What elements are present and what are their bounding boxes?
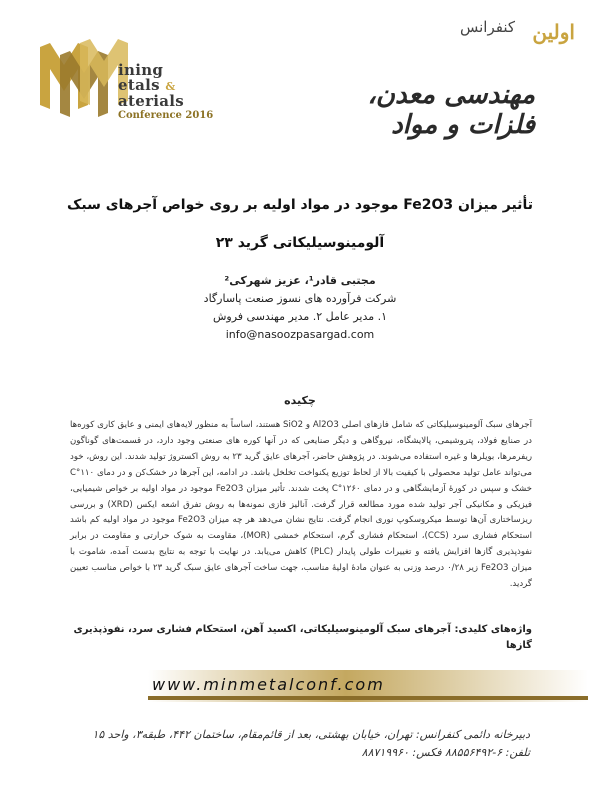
abstract-text: آجرهای سبک آلومینوسیلیکاتی که شامل فازهای اصلی Al2O3 و SiO2 هستند، اساساً به منظور لایه‌های ایمنی و عایق کاری کوره‌ها در صنایع فولاد، پتروشیمی، پالایشگاه، نیروگاهی و دیگر صنایعی که در آنها کوره های صنعتی وجود دارد، در قسمت‌های گوناگون ریفرمرها، بویلرها و غیره استفاده می‌شوند. در پژوهش حاضر، آجرهای عایق گرید ۲۳ به روش اکستروژ تولید شدند. این روش، خود می‌تواند عامل تولید محصولی با کیفیت بالا از لحاظ توزیع یکنواخت تخلخل باشد. در ادامه، این آجرها در خشک‌کن و در دمای ۱۱۰°C خشک و سپس در کورهٔ آزمایشگاهی و در دمای ۱۲۶۰°C پخت شدند. تأثیر میزان Fe2O3 موجود در مواد اولیه بر خواص شیمیایی، فیزیکی و مکانیکی آجر تولید شده مورد مطالعه قرار گرفت. آنالیز فازی نمونه‌ها به روش تفرق اشعه ایکس (XRD) و بررسی ریزساختاری آن‌ها توسط میکروسکوپ نوری انجام گرفت. نتایج نشان می‌دهد هر چه میزان Fe2O3 موجود در مواد اولیه کم باشد استحکام فشاری سرد (CCS)، استحکام فشاری گرم، استحکام خمشی (MOR)، مقاومت به شوک حرارتی و مقاومت در برابر نفوذپذیری گازها افزایش یافته و تغییرات طولی پایدار (PLC) کاهش می‌یابد. در نهایت با توجه به نتایج بدست آمده، شاموت با میزان Fe2O3 زیر ۰/۲۸ درصد وزنی به عنوان مادهٔ اولیهٔ مناسب، جهت ساخت آجرهای عایق سبک گرید ۲۳ با خواص مناسب تعیین گردید. bbox=[70, 420, 533, 590]
paper-title-line2: آلومینوسیلیکاتی گرید ۲۳ bbox=[215, 235, 385, 251]
footer-band-stripe bbox=[148, 696, 588, 700]
secretariat-address bbox=[60, 726, 530, 762]
conference-persian-title bbox=[305, 14, 575, 140]
conference-logo-text bbox=[118, 63, 213, 122]
conference-logo-icon bbox=[38, 35, 130, 123]
author-affiliation: شرکت فرآورده های نسوز صنعت پاسارگاد bbox=[203, 292, 397, 305]
logo-word-metals: etals & bbox=[118, 76, 176, 94]
logo-conference-year: Conference 2016 bbox=[118, 110, 214, 121]
conference-website-link[interactable]: www.minmetalconf.com bbox=[152, 675, 385, 694]
keywords-line bbox=[70, 622, 532, 654]
abstract-heading: چکیده bbox=[284, 394, 316, 407]
title-main: مهندسی معدن، فلزات و مواد bbox=[367, 80, 535, 140]
title-first: اولین bbox=[532, 20, 575, 44]
paper-title bbox=[60, 186, 540, 262]
author-block bbox=[150, 272, 450, 344]
keywords-label: واژه‌های کلیدی: bbox=[454, 624, 532, 635]
title-conference: کنفرانس bbox=[460, 18, 515, 36]
author-roles: ۱. مدیر عامل ۲. مدیر مهندسی فروش bbox=[212, 310, 388, 323]
keywords-list: آجرهای سبک آلومینوسیلیکاتی، اکسید آهن، استحکام فشاری سرد، نفوذپذیری گازها bbox=[73, 624, 532, 651]
paper-title-line1: تأثیر میزان Fe2O3 موجود در مواد اولیه بر روی خواص آجرهای سبک bbox=[67, 197, 533, 213]
logo-word-materials: aterials bbox=[118, 92, 185, 110]
author-names: مجتبی قادر¹، عزیز شهرکی² bbox=[224, 274, 376, 287]
logo-word-mining: ining bbox=[118, 61, 164, 79]
address-line: دبیرخانه دائمی کنفرانس: تهران، خیابان بهشتی، بعد از قائم‌مقام، ساختمان ۴۴۲، طبقه۳، واحد ۱۵ bbox=[92, 728, 530, 741]
contact-phone-fax: تلفن: ۶-۸۸۵۵۶۴۹۲ فکس: ۸۸۷۱۹۹۶۰ bbox=[361, 746, 530, 759]
author-email: info@nasoozpasargad.com bbox=[225, 328, 375, 341]
